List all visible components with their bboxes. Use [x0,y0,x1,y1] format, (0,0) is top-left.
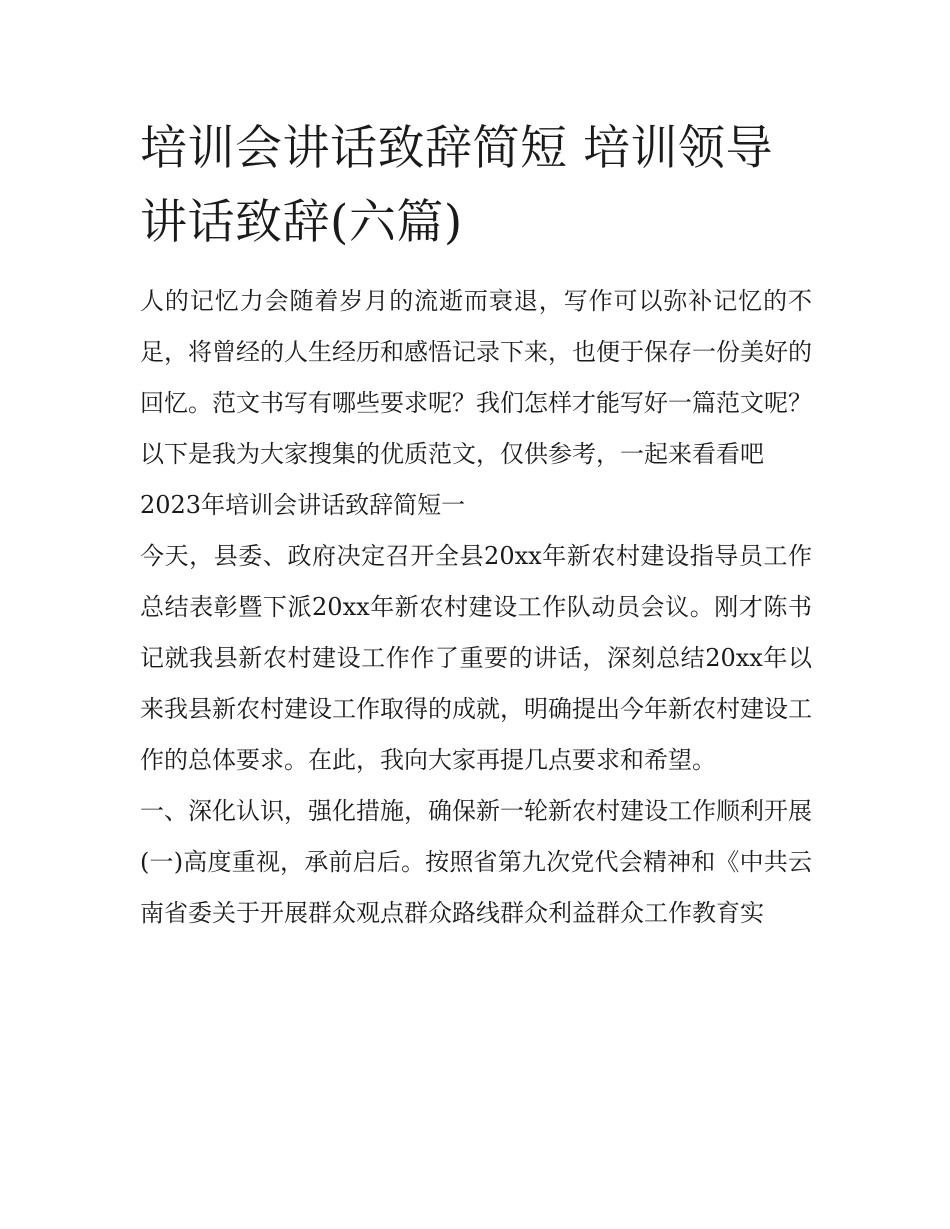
section-heading: 2023年培训会讲话致辞简短一 [140,491,466,519]
intro-paragraph: 人的记忆力会随着岁月的流逝而衰退，写作可以弥补记忆的不足，将曾经的人生经历和感悟记录下来，也便于保存一份美好的回忆。范文书写有哪些要求呢？我们怎样才能写好一篇范文呢？以下是我为大家搜集的优质范文，仅供参考，一起来看看吧 [140,287,812,468]
document-title: 培训会讲话致辞简短 培训领导讲话致辞(六篇) [140,121,773,250]
sub-point-paragraph: (一)高度重视，承前启后。按照省第九次党代会精神和《中共云南省委关于开展群众观点群众路线群众利益群众工作教育实 [140,848,812,927]
speech-paragraph: 今天，县委、政府决定召开全县20xx年新农村建设指导员工作总结表彰暨下派20xx年新农村建设工作队动员会议。刚才陈书记就我县新农村建设工作作了重要的讲话，深刻总结20xx年以来我县新农村建设工作取得的成就，明确提出今年新农村建设工作的总体要求。在此，我向大家再提几点要求和希望。 [140,542,812,774]
point-heading: 一、深化认识，强化措施，确保新一轮新农村建设工作顺利开展 [140,797,812,825]
document-body [140,112,812,939]
